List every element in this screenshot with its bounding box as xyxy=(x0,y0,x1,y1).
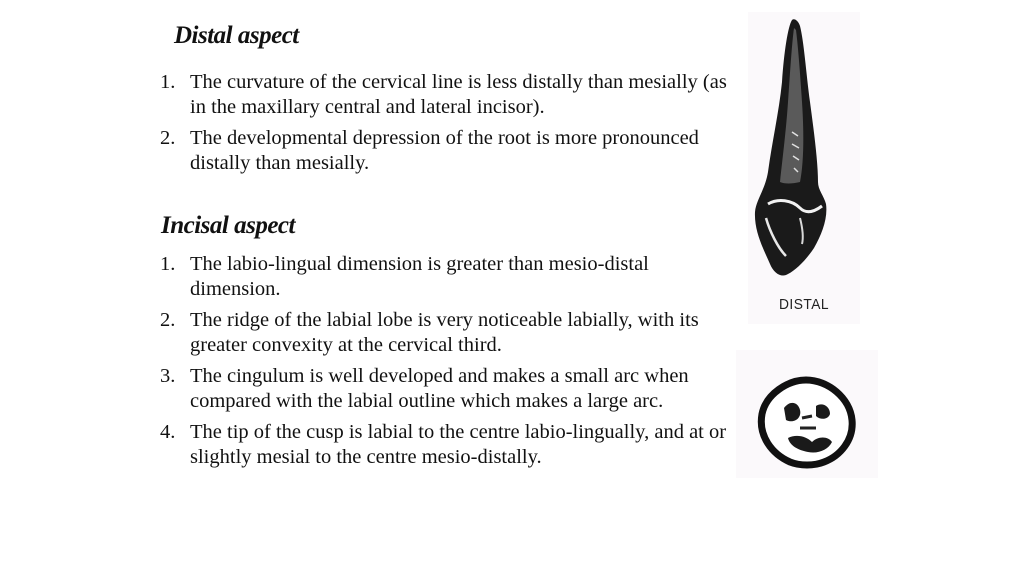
item-text: The ridge of the labial lobe is very noticeable labially, with its greater convexity at the cervical third. xyxy=(190,309,699,356)
cusp-ridge-shape xyxy=(784,403,800,421)
list-item xyxy=(160,126,730,176)
item-number: 1. xyxy=(160,253,176,275)
item-text: The labio-lingual dimension is greater than mesio-distal dimension. xyxy=(190,253,649,300)
distal-aspect-heading: Distal aspect xyxy=(174,22,299,49)
item-number: 2. xyxy=(160,309,176,331)
item-text: The curvature of the cervical line is less distally than mesially (as in the maxillary central and lateral incisor). xyxy=(190,71,727,118)
distal-figure-label: DISTAL xyxy=(778,296,830,313)
incisal-outline-shape xyxy=(761,380,852,465)
item-text: The tip of the cusp is labial to the centre labio-lingually, and at or slightly mesial to the centre mesio-distally. xyxy=(190,421,727,468)
item-number: 2. xyxy=(160,127,176,149)
item-number: 1. xyxy=(160,71,176,93)
item-text: The developmental depression of the root is more pronounced distally than mesially. xyxy=(190,127,699,174)
distal-tooth-drawing xyxy=(748,12,860,292)
incisal-aspect-heading: Incisal aspect xyxy=(161,212,295,239)
item-number: 3. xyxy=(160,365,176,387)
list-item xyxy=(160,420,730,470)
list-item xyxy=(160,364,730,414)
incisal-tooth-drawing xyxy=(736,350,878,478)
incisal-tooth-figure xyxy=(736,350,878,478)
list-item xyxy=(160,252,730,302)
item-number: 4. xyxy=(160,421,176,443)
distal-tooth-figure xyxy=(748,12,860,324)
distal-aspect-list xyxy=(160,70,730,182)
list-item xyxy=(160,70,730,120)
incisal-aspect-list xyxy=(160,252,730,476)
list-item xyxy=(160,308,730,358)
item-text: The cingulum is well developed and makes a small arc when compared with the labial outline which makes a large arc. xyxy=(190,365,689,412)
